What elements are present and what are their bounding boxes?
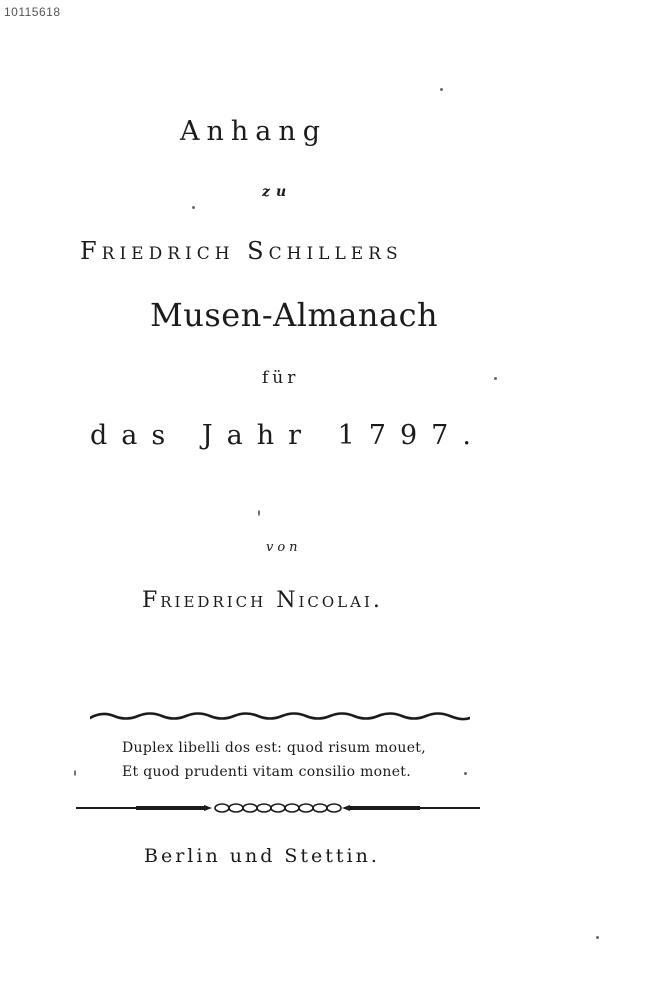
- motto-line-2: Et quod prudenti vitam consilio monet.: [122, 764, 411, 780]
- preposition-zu: zu: [262, 184, 293, 200]
- scan-speck: [596, 936, 599, 939]
- work-title: Musen-Almanach: [150, 296, 439, 334]
- scan-speck: [494, 377, 497, 380]
- library-id-stamp: 10115618: [4, 5, 61, 19]
- preposition-fuer: für: [262, 368, 300, 388]
- preposition-von: von: [266, 540, 302, 555]
- scan-speck: [74, 770, 76, 776]
- scan-speck: [258, 510, 260, 516]
- author-line: Friedrich Nicolai.: [142, 588, 383, 613]
- subject-author-line: Friedrich Schillers: [80, 237, 403, 265]
- wavy-rule-ornament: [90, 706, 470, 726]
- heading-anhang: Anhang: [180, 116, 328, 147]
- scan-speck: [192, 206, 195, 209]
- year-line: das Jahr 1797.: [90, 420, 485, 451]
- motto-line-1: Duplex libelli dos est: quod risum mouet,: [122, 740, 426, 756]
- scan-speck: [440, 88, 443, 91]
- imprint-place: Berlin und Stettin.: [144, 845, 380, 867]
- scan-speck: [464, 772, 467, 775]
- chain-rule-ornament: [76, 798, 480, 818]
